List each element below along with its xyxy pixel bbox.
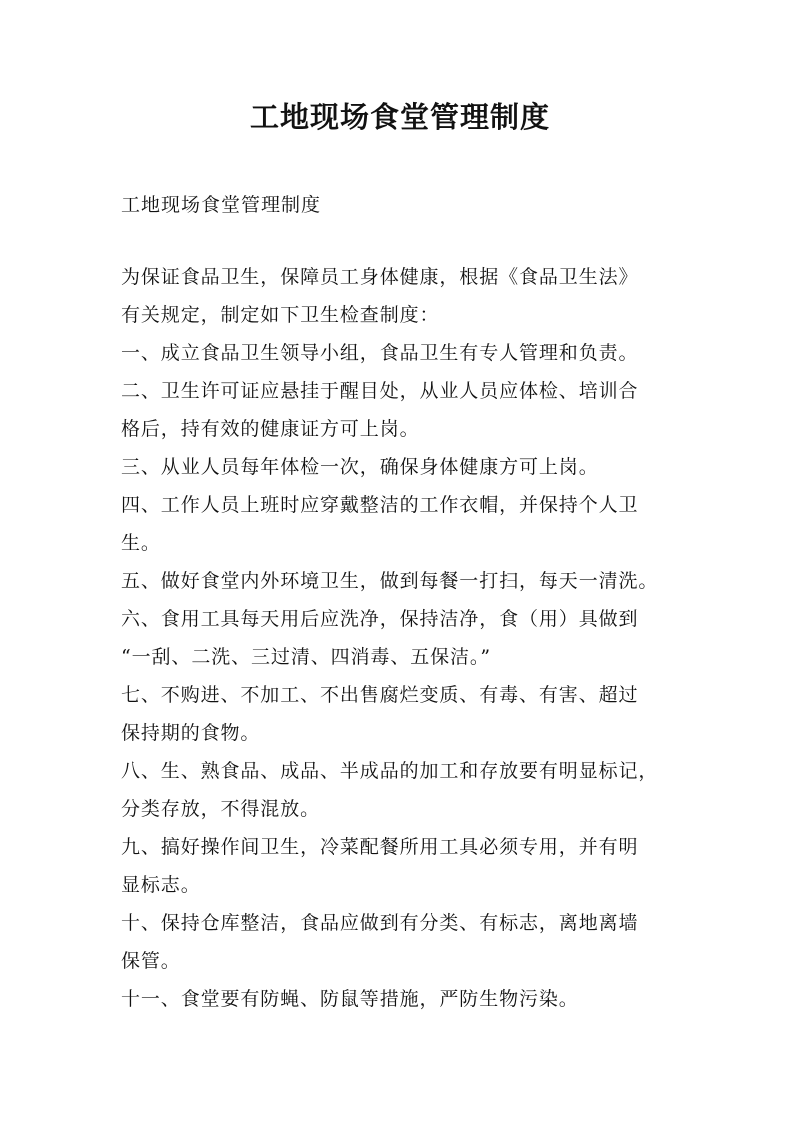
body-line: 为保证食品卫生，保障员工身体健康，根据《食品卫生法》 [121,266,639,288]
body-line: 二、卫生许可证应悬挂于醒目处，从业人员应体检、培训合 [121,380,639,402]
body-line: 有关规定，制定如下卫生检查制度： [121,304,440,326]
body-line: 四、工作人员上班时应穿戴整洁的工作衣帽，并保持个人卫 [121,494,639,516]
body-line: 八、生、熟食品、成品、半成品的加工和存放要有明显标记， [121,760,659,782]
body-line: 六、食用工具每天用后应洗净，保持洁净，食（用）具做到 [121,608,639,630]
body-line: 保管。 [121,950,181,972]
body-line: 七、不购进、不加工、不出售腐烂变质、有毒、有害、超过 [121,684,639,706]
body-line: 五、做好食堂内外环境卫生，做到每餐一打扫，每天一清洗。 [121,570,659,592]
body-line: 一、成立食品卫生领导小组，食品卫生有专人管理和负责。 [121,342,639,364]
document-subtitle: 工地现场食堂管理制度 [121,194,322,216]
body-line: 分类存放，不得混放。 [121,798,321,820]
body-line: 显标志。 [121,874,201,896]
body-line: 十、保持仓库整洁，食品应做到有分类、有标志，离地离墙 [121,912,639,934]
document-title: 工地现场食堂管理制度 [249,100,550,134]
body-line: 九、搞好操作间卫生，冷菜配餐所用工具必须专用，并有明 [121,836,639,858]
body-line: 格后，持有效的健康证方可上岗。 [121,418,420,440]
body-line: 生。 [121,532,161,554]
body-line: 三、从业人员每年体检一次，确保身体健康方可上岗。 [121,456,599,478]
document-body [121,258,696,1018]
body-line: 保持期的食物。 [121,722,261,744]
body-line: 十一、食堂要有防蝇、防鼠等措施，严防生物污染。 [121,988,579,1010]
body-line: “一刮、二洗、三过清、四消毒、五保洁。” [121,646,491,668]
